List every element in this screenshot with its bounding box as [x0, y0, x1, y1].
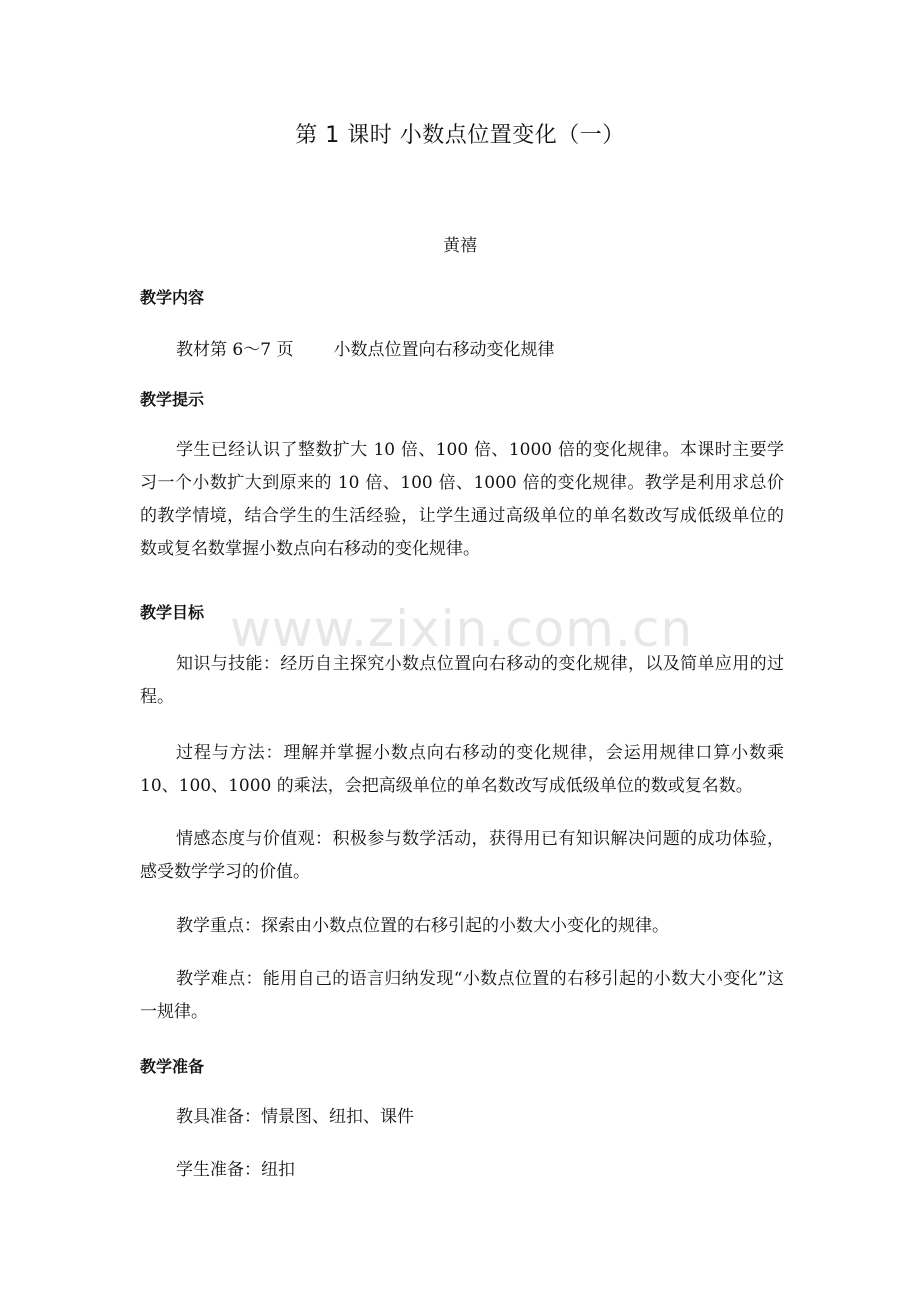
goal-emotion: 情感态度与价值观：积极参与数学活动，获得用已有知识解决问题的成功体验，感受数学学习的价值。 — [140, 829, 784, 882]
content-topic: 小数点位置向右移动变化规律 — [333, 340, 555, 360]
goal-difficulty: 教学难点：能用自己的语言归纳发现“小数点位置的右移引起的小数大小变化”这一规律。 — [140, 969, 784, 1022]
goal-knowledge: 知识与技能：经历自主探究小数点位置向右移动的变化规律，以及简单应用的过程。 — [140, 654, 784, 707]
watermark-text: www.zixin.com.cn — [230, 600, 694, 658]
heading-prep: 教学准备 — [140, 1057, 205, 1076]
heading-goals: 教学目标 — [140, 603, 205, 622]
page-title: 第 1 课时 小数点位置变化（一） — [295, 123, 625, 148]
content-line — [176, 337, 554, 363]
author-name: 黄禧 — [443, 236, 477, 256]
goal-process: 过程与方法：理解并掌握小数点向右移动的变化规律，会运用规律口算小数乘 10、100、1000 的乘法，会把高级单位的单名数改写成低级单位的数或复名数。 — [140, 743, 784, 796]
goal-key-point: 教学重点：探索由小数点位置的右移引起的小数大小变化的规律。 — [176, 916, 669, 936]
heading-content: 教学内容 — [140, 288, 205, 307]
prep-student: 学生准备：纽扣 — [176, 1160, 295, 1180]
hint-paragraph: 学生已经认识了整数扩大 10 倍、100 倍、1000 倍的变化规律。本课时主要学习一个小数扩大到原来的 10 倍、100 倍、1000 倍的变化规律。教学是利用求总价的教学情境，结合学生的生活经验，让学生通过高级单位的单名数改写成低级单位的数或复名数掌握小数点向右移动的变化规律。 — [140, 440, 784, 559]
prep-teacher: 教具准备：情景图、纽扣、课件 — [176, 1107, 414, 1127]
heading-hint: 教学提示 — [140, 390, 205, 409]
material-pages: 教材第 6～7 页 — [176, 340, 294, 360]
